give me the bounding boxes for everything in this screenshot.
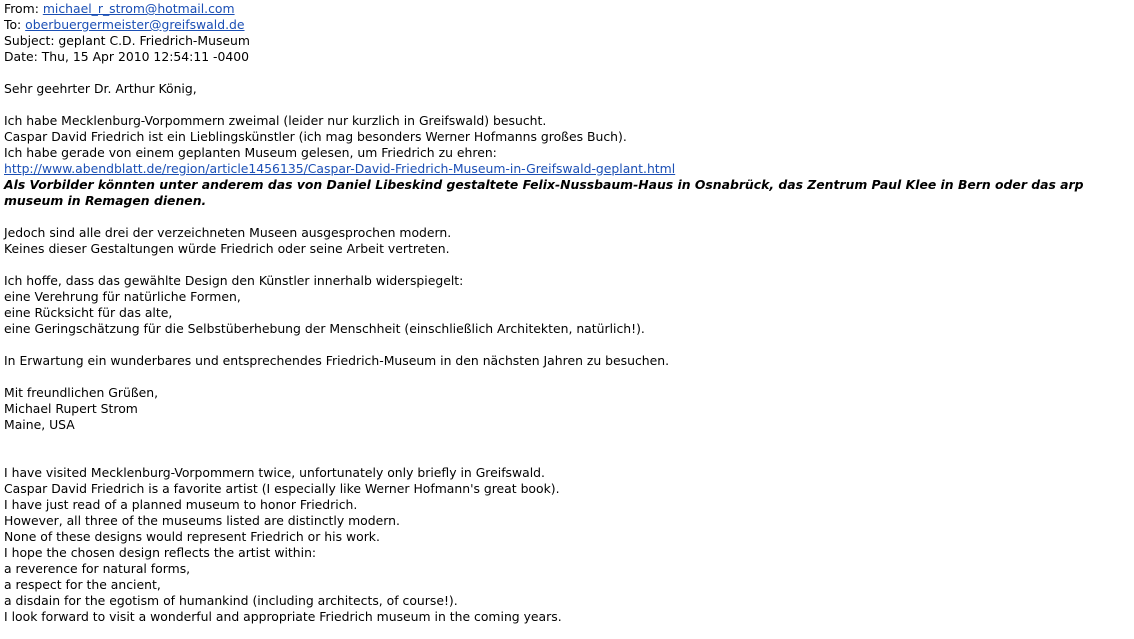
german-line: Ich habe Mecklenburg-Vorpommern zweimal (leider nur kurzlich in Greifswald) besucht. (4, 113, 547, 128)
blank-line (4, 65, 1130, 81)
subject-line: Subject: geplant C.D. Friedrich-Museum (4, 33, 250, 48)
blank-line (4, 209, 1130, 225)
from-label: From: (4, 1, 39, 16)
from-line (4, 1, 1130, 17)
english-line: a disdain for the egotism of humankind (including architects, of course!). (4, 593, 458, 608)
blank-line (4, 369, 1130, 385)
german-line: eine Geringschätzung für die Selbstüberhebung der Menschheit (einschließlich Architekten, natürlich!). (4, 321, 645, 336)
english-line: Caspar David Friedrich is a favorite artist (I especially like Werner Hofmann's great book). (4, 481, 560, 496)
english-line: I have just read of a planned museum to honor Friedrich. (4, 497, 358, 512)
article-link-line (4, 161, 1130, 177)
english-line: I have visited Mecklenburg-Vorpommern twice, unfortunately only briefly in Greifswald. (4, 465, 545, 480)
blank-line (4, 337, 1130, 353)
date-line: Date: Thu, 15 Apr 2010 12:54:11 -0400 (4, 49, 250, 64)
german-line: Ich hoffe, dass das gewählte Design den Künstler innerhalb widerspiegelt: (4, 273, 464, 288)
german-line: In Erwartung ein wunderbares und entsprechendes Friedrich-Museum in den nächsten Jahren zu besuchen. (4, 353, 670, 368)
article-link[interactable]: http://www.abendblatt.de/region/article1456135/Caspar-David-Friedrich-Museum-in-Greifswald-geplant.html (4, 161, 676, 176)
german-line: Jedoch sind alle drei der verzeichneten Museen ausgesprochen modern. (4, 225, 452, 240)
english-line: I hope the chosen design reflects the artist within: (4, 545, 317, 560)
english-line: None of these designs would represent Friedrich or his work. (4, 529, 380, 544)
signature-location: Maine, USA (4, 417, 75, 432)
german-line: Ich habe gerade von einem geplanten Museum gelesen, um Friedrich zu ehren: (4, 145, 497, 160)
english-line: However, all three of the museums listed are distinctly modern. (4, 513, 400, 528)
english-line: I look forward to visit a wonderful and appropriate Friedrich museum in the coming years. (4, 609, 562, 624)
to-label: To: (4, 17, 22, 32)
quoted-excerpt: Als Vorbilder könnten unter anderem das von Daniel Libeskind gestaltete Felix-Nussbaum-Haus in Osnabrück, das Zentrum Paul Klee in Bern oder das arp museum in Remagen dienen. (4, 177, 1084, 208)
blank-line (4, 97, 1130, 113)
blank-line (4, 433, 1130, 449)
from-email-link[interactable]: michael_r_strom@hotmail.com (42, 1, 235, 16)
greeting: Sehr geehrter Dr. Arthur König, (4, 81, 197, 96)
german-line: Keines dieser Gestaltungen würde Friedrich oder seine Arbeit vertreten. (4, 241, 450, 256)
email-message (4, 1, 1130, 625)
english-line: a respect for the ancient, (4, 577, 161, 592)
english-line: a reverence for natural forms, (4, 561, 191, 576)
blank-line (4, 449, 1130, 465)
signature-name: Michael Rupert Strom (4, 401, 138, 416)
german-line: eine Rücksicht für das alte, (4, 305, 173, 320)
to-email-link[interactable]: oberbuergermeister@greifswald.de (25, 17, 245, 32)
german-line: eine Verehrung für natürliche Formen, (4, 289, 241, 304)
blank-line (4, 257, 1130, 273)
to-line (4, 17, 1130, 33)
closing-line: Mit freundlichen Grüßen, (4, 385, 159, 400)
german-line: Caspar David Friedrich ist ein Lieblingskünstler (ich mag besonders Werner Hofmanns großes Buch). (4, 129, 627, 144)
